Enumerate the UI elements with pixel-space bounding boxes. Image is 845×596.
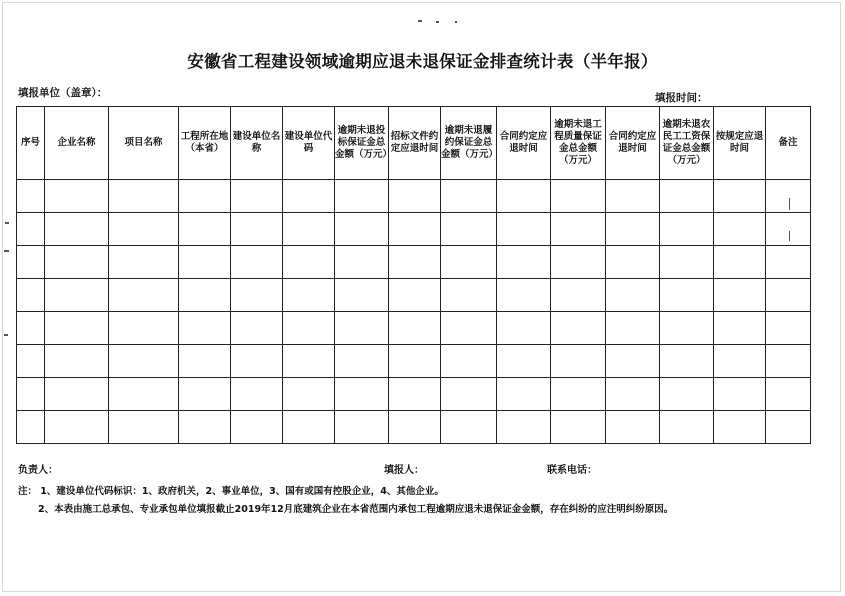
table-cell[interactable] — [660, 180, 714, 213]
table-cell[interactable] — [660, 378, 714, 411]
table-cell[interactable] — [45, 345, 109, 378]
table-cell[interactable] — [231, 312, 283, 345]
table-cell[interactable] — [389, 345, 441, 378]
header-cell: 备注 — [766, 107, 811, 180]
table-cell[interactable] — [497, 180, 551, 213]
table-cell[interactable] — [497, 279, 551, 312]
table-cell[interactable] — [606, 312, 660, 345]
note-line-1: 注： 1、建设单位代码标识：1、政府机关，2、事业单位，3、国有或国有控股企业，4、其他企业。 — [18, 486, 444, 497]
header-cell: 逾期未退履约保证金总金额（万元） — [441, 107, 497, 180]
table-cell[interactable] — [335, 378, 389, 411]
scan-speck — [5, 222, 9, 224]
table-cell[interactable] — [283, 213, 335, 246]
table-cell[interactable] — [335, 411, 389, 444]
table-cell[interactable] — [441, 279, 497, 312]
header-cell: 项目名称 — [109, 107, 179, 180]
table-cell[interactable] — [766, 213, 811, 246]
header-cell: 序号 — [17, 107, 45, 180]
table-cell[interactable] — [231, 180, 283, 213]
table-cell[interactable] — [45, 378, 109, 411]
table-cell[interactable] — [766, 411, 811, 444]
table-cell[interactable] — [179, 378, 231, 411]
table-row — [17, 378, 811, 411]
table-cell[interactable] — [231, 411, 283, 444]
header-cell: 建设单位代码 — [283, 107, 335, 180]
table-cell[interactable] — [283, 312, 335, 345]
scan-speck — [436, 21, 439, 23]
table-cell[interactable] — [497, 246, 551, 279]
table-cell[interactable] — [389, 246, 441, 279]
table-cell[interactable] — [45, 411, 109, 444]
table-cell[interactable] — [441, 180, 497, 213]
table-cell[interactable] — [335, 345, 389, 378]
table-cell[interactable] — [179, 246, 231, 279]
table-cell[interactable] — [766, 312, 811, 345]
table-cell[interactable] — [714, 213, 766, 246]
table-cell[interactable] — [17, 213, 45, 246]
scan-speck — [4, 334, 8, 336]
table-cell[interactable] — [109, 312, 179, 345]
responsible-label: 负责人： — [18, 465, 58, 476]
table-cell[interactable] — [17, 312, 45, 345]
table-cell[interactable] — [660, 279, 714, 312]
table-cell[interactable] — [606, 378, 660, 411]
table-cell[interactable] — [179, 279, 231, 312]
table-cell[interactable] — [441, 378, 497, 411]
table-cell[interactable] — [17, 246, 45, 279]
header-cell: 合同约定应退时间 — [497, 107, 551, 180]
table-cell[interactable] — [660, 411, 714, 444]
table-cell[interactable] — [17, 378, 45, 411]
table-cell[interactable] — [660, 312, 714, 345]
table-cell[interactable] — [389, 279, 441, 312]
header-cell: 合同约定应退时间 — [606, 107, 660, 180]
table-cell[interactable] — [179, 180, 231, 213]
table-cell[interactable] — [231, 378, 283, 411]
table-cell[interactable] — [335, 312, 389, 345]
table-cell[interactable] — [551, 246, 606, 279]
table-cell[interactable] — [389, 411, 441, 444]
table-cell[interactable] — [389, 213, 441, 246]
table-cell[interactable] — [335, 279, 389, 312]
table-cell[interactable] — [497, 213, 551, 246]
table-row — [17, 180, 811, 213]
header-cell: 工程所在地（本省） — [179, 107, 231, 180]
table-cell[interactable] — [441, 411, 497, 444]
table-cell[interactable] — [109, 378, 179, 411]
table-cell[interactable] — [551, 411, 606, 444]
table-cell[interactable] — [606, 213, 660, 246]
table-cell[interactable] — [231, 246, 283, 279]
scan-speck — [418, 20, 422, 22]
table-cell[interactable] — [283, 411, 335, 444]
table-cell[interactable] — [660, 213, 714, 246]
table-cell[interactable] — [497, 411, 551, 444]
table-cell[interactable] — [17, 180, 45, 213]
table-cell[interactable] — [714, 345, 766, 378]
scan-speck — [455, 21, 457, 23]
table-cell[interactable] — [231, 279, 283, 312]
table-cell[interactable] — [766, 180, 811, 213]
table-cell[interactable] — [179, 312, 231, 345]
table-cell[interactable] — [45, 279, 109, 312]
table-cell[interactable] — [714, 411, 766, 444]
table-cell[interactable] — [497, 378, 551, 411]
table-cell[interactable] — [714, 246, 766, 279]
table-cell[interactable] — [231, 345, 283, 378]
table-cell[interactable] — [389, 180, 441, 213]
fill-time-label: 填报时间： — [655, 92, 708, 104]
table-cell[interactable] — [283, 378, 335, 411]
table-cell[interactable] — [714, 180, 766, 213]
table-cell[interactable] — [231, 213, 283, 246]
table-cell[interactable] — [606, 180, 660, 213]
document-title: 安徽省工程建设领域逾期应退未退保证金排查统计表（半年报） — [187, 52, 658, 71]
header-cell: 招标文件约定应退时间 — [389, 107, 441, 180]
table-cell[interactable] — [551, 378, 606, 411]
filler-unit-label: 填报单位（盖章）： — [18, 87, 108, 99]
table-cell[interactable] — [109, 279, 179, 312]
table-row — [17, 411, 811, 444]
table-cell[interactable] — [283, 345, 335, 378]
table-cell[interactable] — [179, 345, 231, 378]
table-cell[interactable] — [17, 279, 45, 312]
table-cell[interactable] — [497, 312, 551, 345]
statistics-table — [16, 106, 811, 444]
table-row — [17, 345, 811, 378]
table-cell[interactable] — [389, 312, 441, 345]
table-cell[interactable] — [45, 213, 109, 246]
table-cell[interactable] — [551, 312, 606, 345]
header-cell: 逾期未退工程质量保证金总金额（万元） — [551, 107, 606, 180]
filler-label: 填报人： — [384, 465, 424, 476]
table-cell[interactable] — [45, 180, 109, 213]
table-row — [17, 279, 811, 312]
table-cell[interactable] — [335, 246, 389, 279]
header-cell: 按规定应退时间 — [714, 107, 766, 180]
table-cell[interactable] — [714, 279, 766, 312]
table-cell[interactable] — [45, 246, 109, 279]
table-row — [17, 312, 811, 345]
table-cell[interactable] — [766, 279, 811, 312]
table-cell[interactable] — [45, 312, 109, 345]
table-cell[interactable] — [441, 213, 497, 246]
table-cell[interactable] — [660, 345, 714, 378]
table-cell[interactable] — [17, 411, 45, 444]
table-cell[interactable] — [283, 180, 335, 213]
table-cell[interactable] — [766, 378, 811, 411]
table-cell[interactable] — [441, 345, 497, 378]
table-cell[interactable] — [606, 279, 660, 312]
table-cell[interactable] — [441, 246, 497, 279]
table-cell[interactable] — [766, 246, 811, 279]
table-cell[interactable] — [109, 180, 179, 213]
header-cell: 企业名称 — [45, 107, 109, 180]
table-cell[interactable] — [109, 213, 179, 246]
table-cell[interactable] — [109, 246, 179, 279]
header-cell: 逾期未退农民工工资保证金总金额（万元） — [660, 107, 714, 180]
table-cell[interactable] — [335, 213, 389, 246]
table-cell[interactable] — [551, 345, 606, 378]
table-cell[interactable] — [714, 312, 766, 345]
table-row — [17, 246, 811, 279]
phone-label: 联系电话： — [547, 465, 597, 476]
header-cell: 建设单位名称 — [231, 107, 283, 180]
table-cell[interactable] — [551, 279, 606, 312]
table-cell[interactable] — [551, 180, 606, 213]
table-cell[interactable] — [606, 345, 660, 378]
table-cell[interactable] — [335, 180, 389, 213]
table-cell[interactable] — [17, 345, 45, 378]
header-row — [17, 107, 811, 180]
table-cell[interactable] — [179, 411, 231, 444]
table-cell[interactable] — [109, 411, 179, 444]
header-cell: 逾期未退投标保证金总金额（万元） — [335, 107, 389, 180]
table-cell[interactable] — [551, 213, 606, 246]
table-cell[interactable] — [441, 312, 497, 345]
table-cell[interactable] — [283, 279, 335, 312]
table-cell[interactable] — [714, 378, 766, 411]
table-cell[interactable] — [606, 246, 660, 279]
table-body — [17, 180, 811, 444]
table-cell[interactable] — [109, 345, 179, 378]
table-cell[interactable] — [179, 213, 231, 246]
table-cell[interactable] — [766, 345, 811, 378]
table-row — [17, 213, 811, 246]
table-cell[interactable] — [660, 246, 714, 279]
table-cell[interactable] — [497, 345, 551, 378]
table-cell[interactable] — [283, 246, 335, 279]
table-cell[interactable] — [389, 378, 441, 411]
table-cell[interactable] — [606, 411, 660, 444]
scan-speck — [4, 250, 9, 252]
note-line-2: 2、本表由施工总承包、专业承包单位填报截止2019年12月底建筑企业在本省范围内承包工程逾期应退未退保证金金额，存在纠纷的应注明纠纷原因。 — [38, 504, 674, 515]
